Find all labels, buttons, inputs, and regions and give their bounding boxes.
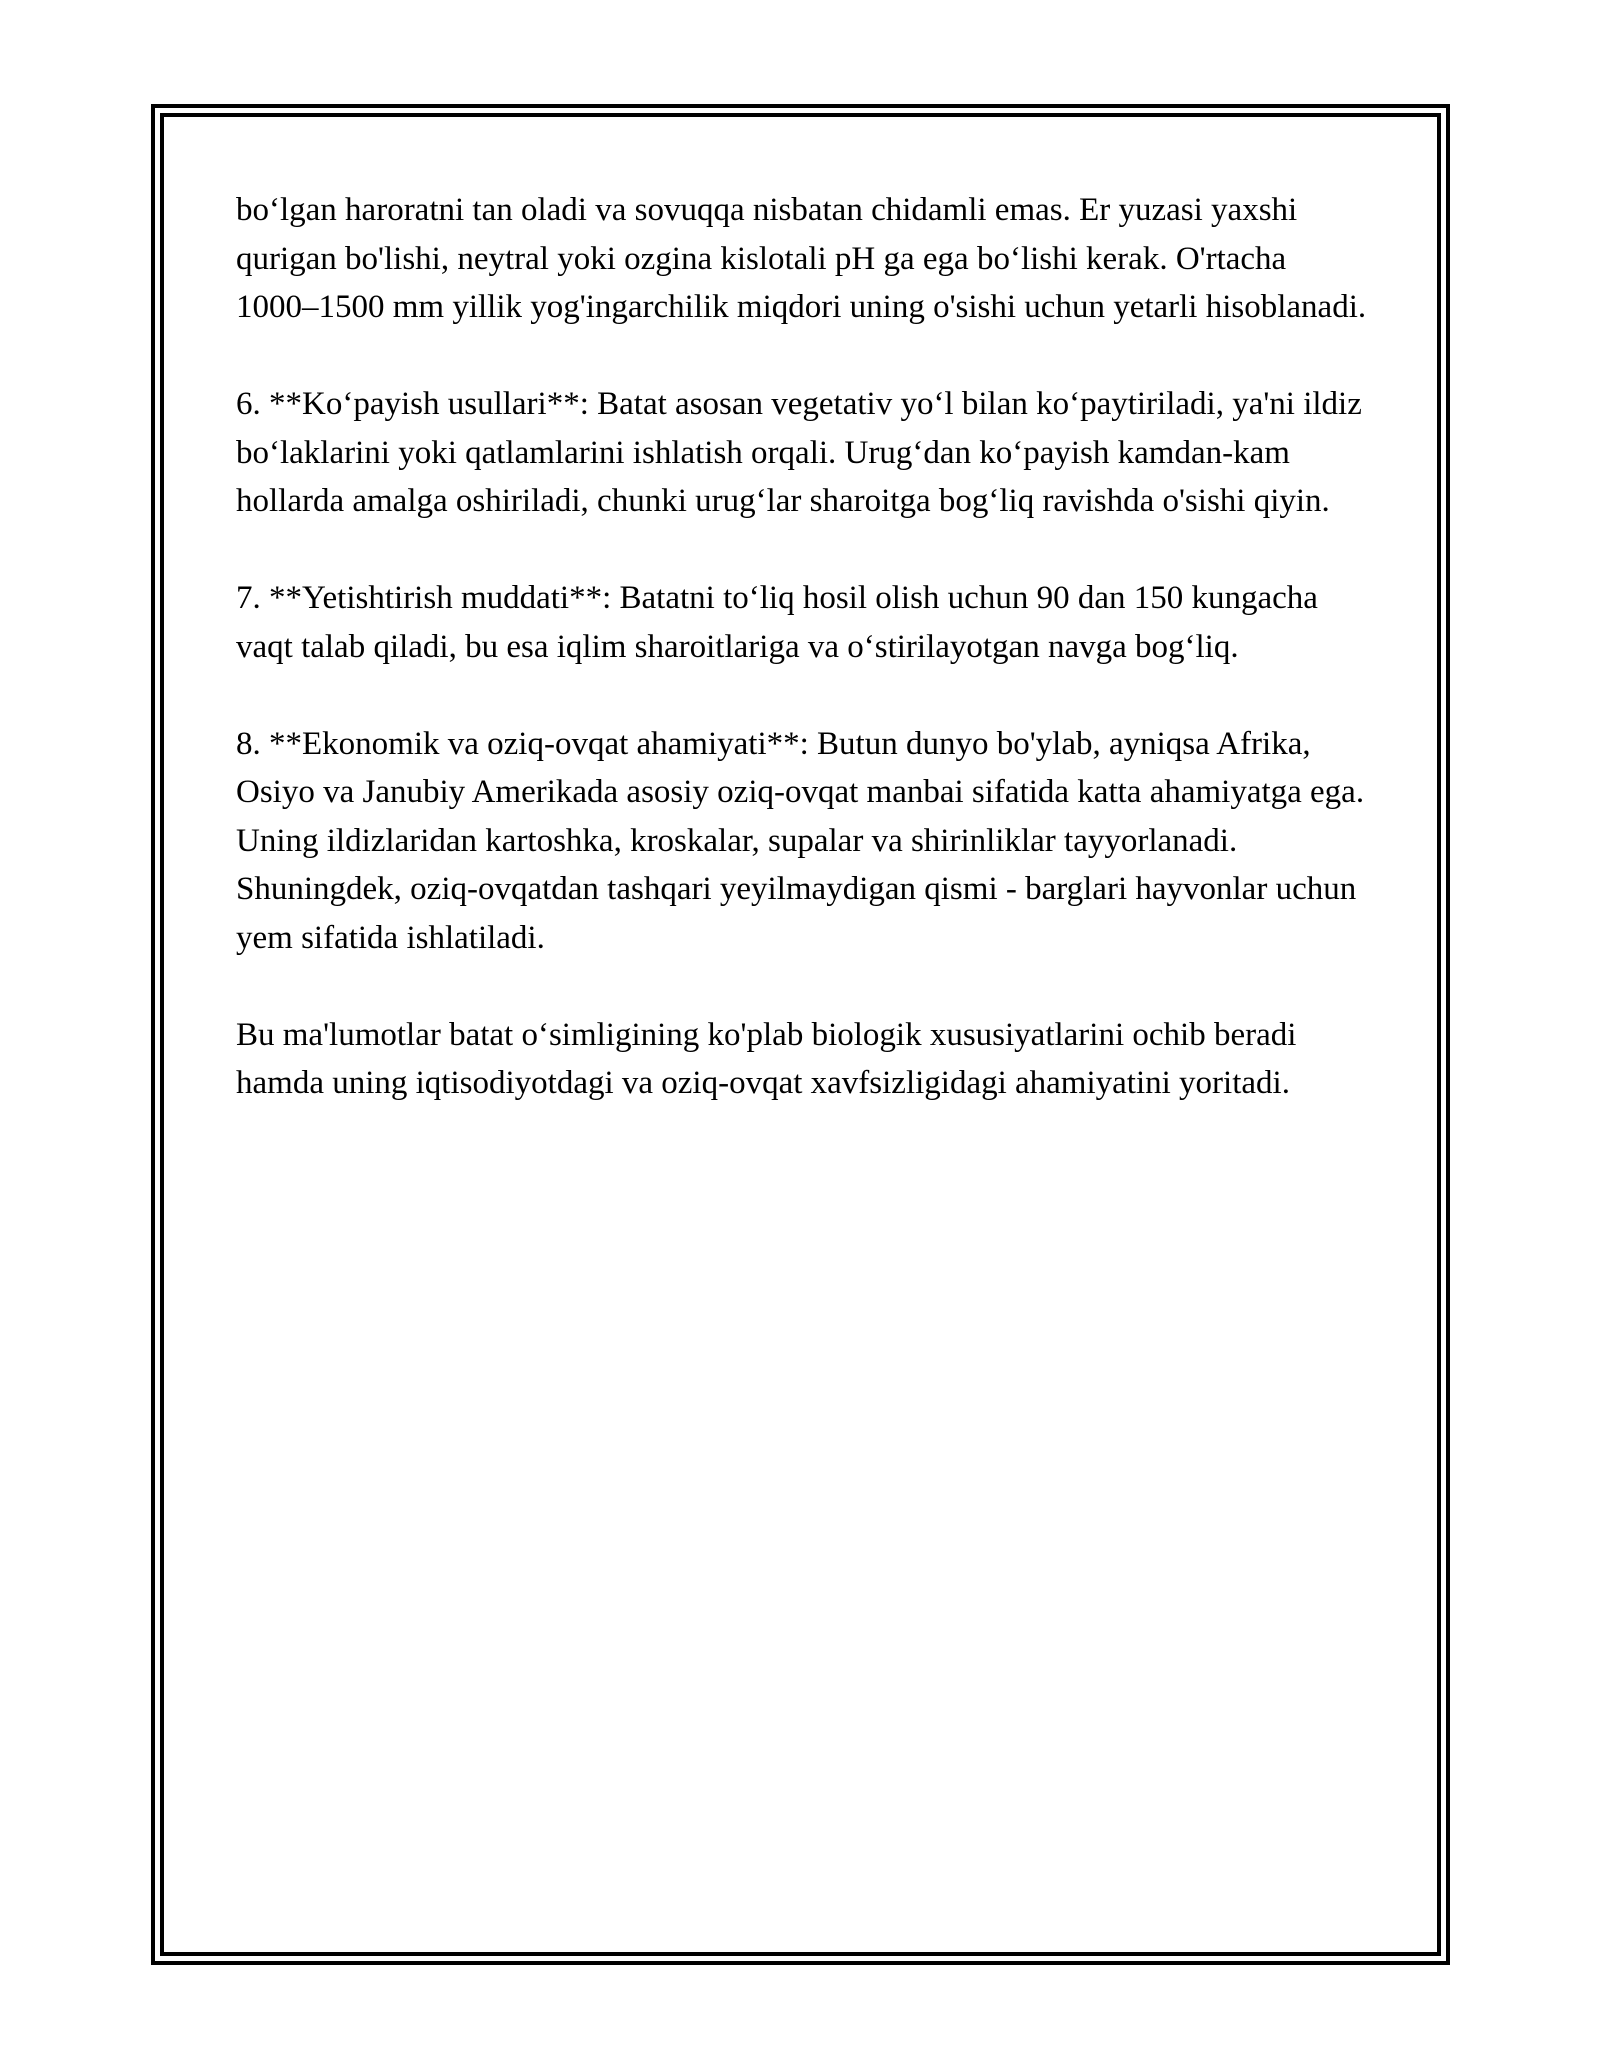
paragraph-economic-importance: 8. **Ekonomik va oziq-ovqat ahamiyati**: Butun dunyo bo'ylab, ayniqsa Afrika, Osiyo va Janubiy Amerikada asosiy oziq-ovqat manbai sifatida katta ahamiyatga ega. Uning ildizlaridan kartoshka, kroskalar, supalar va shirinliklar tayyorlanadi. Shuningdek, oziq-ovqatdan tashqari yeyilmaydigan qismi - barglari hayvonlar uchun yem sifatida ishlatiladi. — [236, 725, 1365, 956]
paragraph-propagation-methods: 6. **Ko‘payish usullari**: Batat asosan vegetativ yo‘l bilan ko‘paytiriladi, ya'ni ildiz bo‘laklarini yoki qatlamlarini ishlatish orqali. Urug‘dan ko‘payish kamdan-kam hollarda amalga oshiriladi, chunki urug‘lar sharoitga bog‘liq ravishda o'sishi qiyin. — [236, 386, 1362, 519]
document-body — [236, 186, 1376, 1108]
paragraph-conclusion: Bu ma'lumotlar batat o‘simligining ko'plab biologik xususiyatlarini ochib beradi hamda uning iqtisodiyotdagi va oziq-ovqat xavfsizligidagi ahamiyatini yoritadi. — [236, 1016, 1297, 1101]
paragraph-climate-continued: bo‘lgan haroratni tan oladi va sovuqqa nisbatan chidamli emas. Er yuzasi yaxshi qurigan bo'lishi, neytral yoki ozgina kislotali pH ga ega bo‘lishi kerak. O'rtacha 1000–1500 mm yillik yog'ingarchilik miqdori uning o'sishi uchun yetarli hisoblanadi. — [236, 192, 1367, 325]
paragraph-growing-period: 7. **Yetishtirish muddati**: Batatni to‘liq hosil olish uchun 90 dan 150 kungacha vaqt talab qiladi, bu esa iqlim sharoitlariga va o‘stirilayotgan navga bog‘liq. — [236, 580, 1318, 665]
